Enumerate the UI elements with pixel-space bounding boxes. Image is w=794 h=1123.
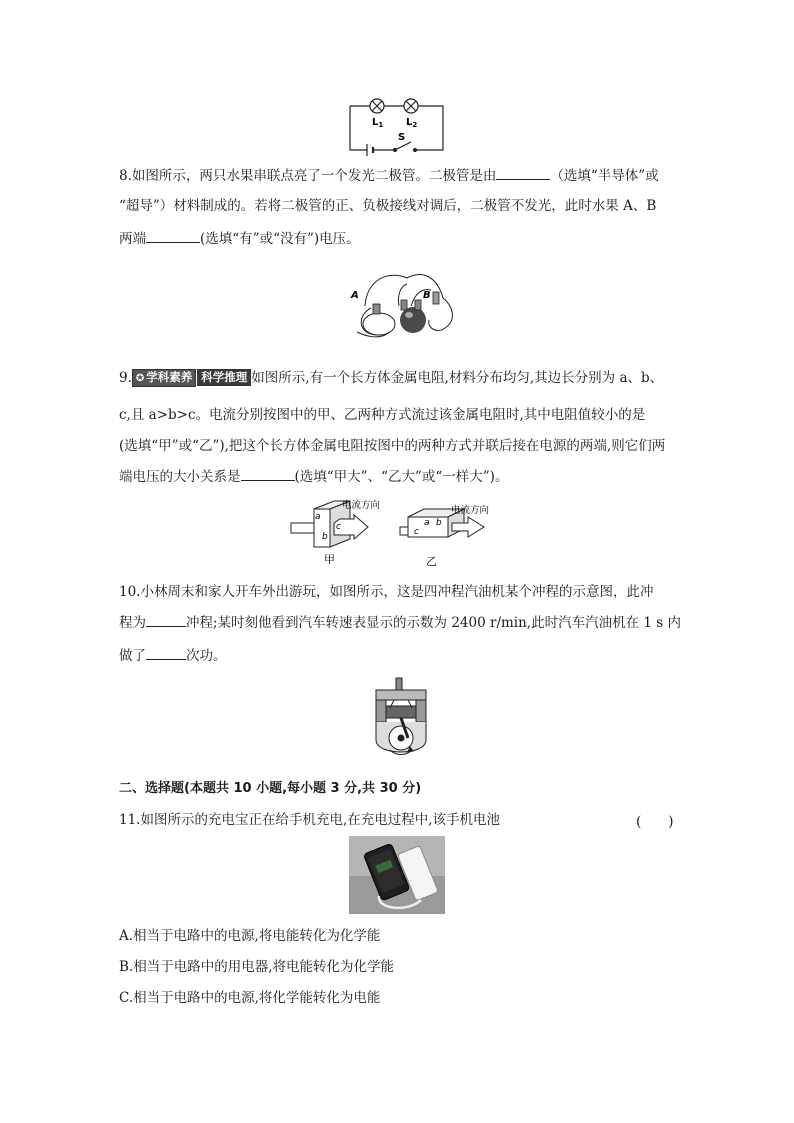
q11-stem: 11.如图所示的充电宝正在给手机充电,在充电过程中,该手机电池 [119, 812, 501, 828]
fig-yi-b: b [436, 518, 442, 528]
q8-blank-2[interactable] [146, 228, 200, 243]
section-2-title: 二、选择题(本题共 10 小题,每小题 3 分,共 30 分) [119, 781, 422, 796]
q8-text-b: （选填“半导体”或 [550, 168, 659, 184]
fig-jia-caption: 甲 [324, 553, 335, 566]
q10-line2: 程为 冲程;某时刻他看到汽车转速表显示的示数为 2400 r/min,此时汽车汽油机在 1 s 内 [119, 612, 681, 633]
fruit-label-a: A [351, 290, 359, 301]
fig-current-label-yi: 电流方向 [451, 505, 490, 516]
q9-line4: 端电压的大小关系是 (选填“甲大”、“乙大”或“一样大”)。 [119, 466, 508, 487]
switch-label: S [398, 132, 406, 143]
q9-line3: (选填“甲”或“乙”),把这个长方体金属电阻按图中的两种方式并联后接在电源的两端,则它们两 [119, 438, 666, 454]
q11-option-a[interactable]: A.相当于电路中的电源,将电能转化为化学能 [119, 928, 381, 944]
subject-literacy-badge: ✪ 学科素养 [132, 369, 196, 387]
q10-blank-1[interactable] [146, 612, 186, 627]
fruit-label-b: B [423, 290, 431, 301]
q9-line1: 9. ✪ 学科素养 科学推理 如图所示,有一个长方体金属电阻,材料分布均匀,其边长分别为 a、b、 [119, 370, 664, 386]
q10-line1: 10.小林周末和家人开车外出游玩，如图所示，这是四冲程汽油机某个冲程的示意图，此冲 [119, 584, 654, 600]
lamp2-label: $L_2$ [406, 117, 418, 129]
power-bank-photo [349, 836, 445, 914]
fig-jia-b: b [322, 532, 328, 542]
scientific-reasoning-badge: 科学推理 [197, 369, 251, 386]
q8-text-a: 8.如图所示，两只水果串联点亮了一个发光二极管。二极管是由 [119, 168, 497, 184]
circuit-diagram [345, 94, 449, 156]
fig-jia-c: c [336, 522, 341, 532]
lamp1-label: $L_1$ [372, 117, 384, 129]
fig-jia-a: a [315, 512, 321, 522]
fig-yi-c: c [414, 527, 419, 537]
q8-line1 [119, 165, 659, 186]
engine-figure [370, 676, 432, 762]
fig-yi-caption: 乙 [426, 555, 437, 568]
star-icon: ✪ [135, 373, 145, 384]
q8-line2: “超导”）材料制成的。若将二极管的正、负极接线对调后，二极管不发光，此时水果 A、B [119, 198, 657, 214]
q9-line2: c,且 a>b>c。电流分别按图中的甲、乙两种方式流过该金属电阻时,其中电阻值较小的是 [119, 407, 646, 423]
resistor-blocks-figure [288, 497, 504, 569]
q11-answer-paren[interactable]: ( ) [636, 814, 674, 830]
q8-line3: 两端 (选填“有”或“没有”)电压。 [119, 228, 360, 249]
fig-yi-a: a [424, 518, 430, 528]
q10-blank-2[interactable] [146, 645, 186, 660]
q10-line3: 做了 次功。 [119, 645, 227, 666]
fig-current-label-jia: 电流方向 [342, 500, 381, 511]
q8-blank-1[interactable] [496, 165, 550, 180]
q11-option-c[interactable]: C.相当于电路中的电源,将化学能转化为电能 [119, 990, 381, 1006]
q9-blank[interactable] [241, 466, 295, 481]
fruit-battery-figure [337, 268, 461, 344]
q11-option-b[interactable]: B.相当于电路中的用电器,将电能转化为化学能 [119, 959, 395, 975]
